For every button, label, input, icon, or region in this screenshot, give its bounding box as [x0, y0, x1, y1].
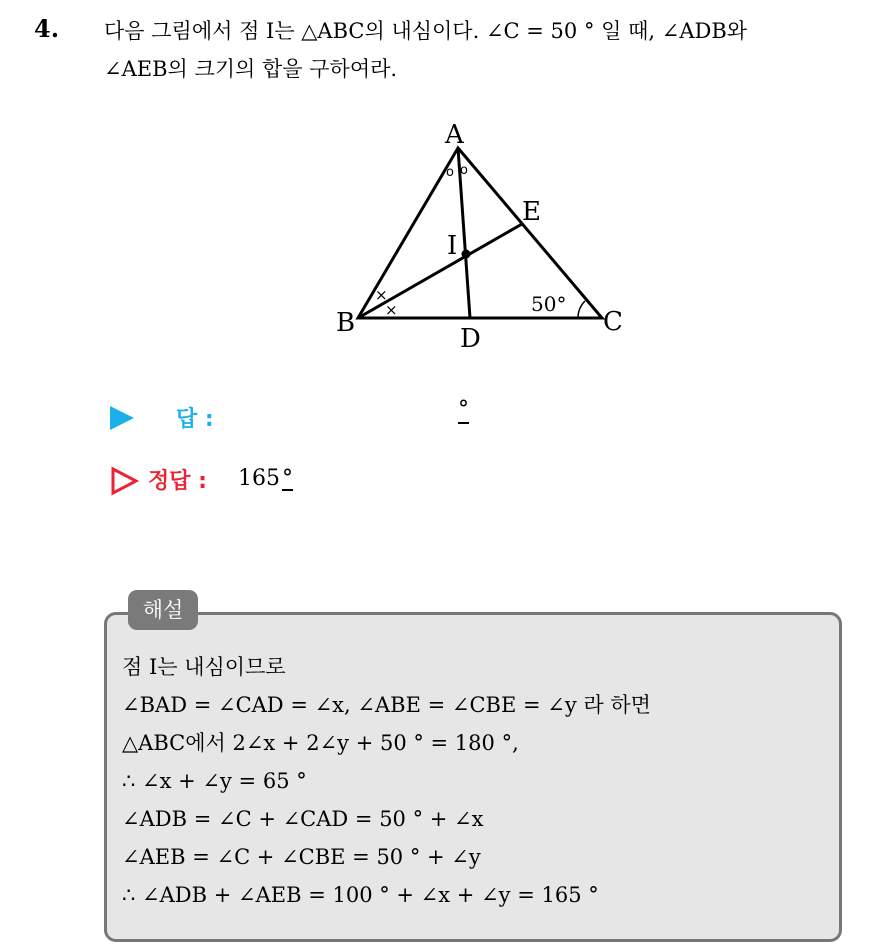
angle-mark-b1: ×: [375, 286, 388, 304]
correct-answer-value: [238, 466, 293, 491]
solution-line: ∠BAD = ∠CAD = ∠x, ∠ABE = ∠CBE = ∠y 라 하면: [122, 693, 651, 717]
answer-blank-unit[interactable]: °: [458, 397, 469, 422]
hollow-arrow-icon: [110, 466, 140, 496]
solution-line: △ABC에서 2∠x + 2∠y + 50 ° = 180 °,: [122, 731, 519, 755]
question-line-1: 다음 그림에서 점 I는 △ABC의 내심이다. ∠C = 50 ° 일 때, ∠ADB와: [104, 19, 748, 43]
correct-answer-row: [110, 462, 610, 502]
solution-line: ∴ ∠x + ∠y = 65 °: [122, 769, 307, 793]
label-a: A: [445, 120, 464, 150]
solution-content: [122, 648, 651, 914]
answer-label: 답 :: [176, 407, 214, 432]
angle-mark-a1: o: [446, 165, 454, 180]
incenter-point: [462, 250, 471, 259]
question-number: 4.: [34, 14, 60, 43]
answer-row: [110, 398, 610, 438]
solution-line: 점 I는 내심이므로: [122, 655, 286, 679]
solution-line: ∠AEB = ∠C + ∠CBE = 50 ° + ∠y: [122, 845, 481, 869]
solution-line: ∴ ∠ADB + ∠AEB = 100 ° + ∠x + ∠y = 165 °: [122, 883, 599, 907]
label-b: B: [336, 308, 356, 338]
solution-tab: 해설: [128, 590, 198, 630]
label-e: E: [522, 197, 541, 227]
solution-line: ∠ADB = ∠C + ∠CAD = 50 ° + ∠x: [122, 807, 484, 831]
play-arrow-icon: [110, 406, 134, 430]
label-c: C: [603, 307, 623, 337]
correct-answer-label: 정답 :: [148, 469, 207, 494]
question-text: [104, 12, 874, 88]
label-d: D: [460, 324, 481, 352]
label-angle-c: 50°: [531, 292, 567, 316]
angle-c-arc: [578, 301, 585, 318]
correct-answer-unit: °: [282, 466, 293, 491]
angle-mark-a2: o: [460, 163, 468, 178]
angle-mark-b2: ×: [385, 301, 398, 319]
correct-answer-number: 165: [238, 466, 280, 491]
question-line-2: ∠AEB의 크기의 합을 구하여라.: [104, 57, 398, 81]
label-i: I: [447, 231, 458, 261]
triangle-figure: [326, 112, 626, 352]
